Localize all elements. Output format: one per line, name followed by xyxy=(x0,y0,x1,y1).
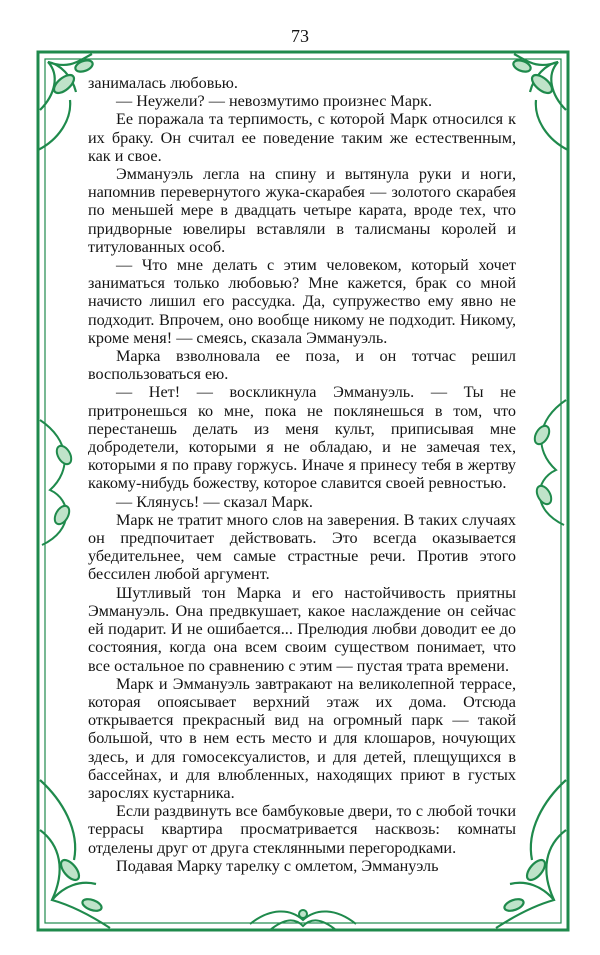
paragraph: Эммануэль легла на спину и вытянула руки и ноги, напомнив перевернутого жука-скарабея — золотого скарабея по меньшей мере в двадцать четыре карата, вроде тех, что придворные ювелиры вставляли в талисманы королей и титулованных особ. xyxy=(88,165,516,256)
paragraph: — Неужели? — невозмутимо произнес Марк. xyxy=(116,92,433,111)
paragraph: — Что мне делать с этим человеком, который хочет заниматься только любовью? Мне кажется, брак со мной начисто лишил его рассудка. Да, супружество ему явно не подходит. Впрочем, оно вообще никому не подходит. Никому, кроме меня! — смеясь, сказала Эммануэль. xyxy=(88,256,516,347)
paragraph: Марк не тратит много слов на заверения. В таких случаях он предпочитает действовать. Это всегда оказывается убедительнее, чем самые страстные речи. Против этого бессилен любой аргумент. xyxy=(88,510,516,584)
page-number: 73 xyxy=(291,26,309,46)
bottom-center-ornament xyxy=(250,910,356,930)
paragraph: Если раздвинуть все бамбуковые двери, то с любой точки террасы квартира просматривается насквозь: комнаты отделены друг от друга стеклянными перегородками. xyxy=(88,802,516,857)
corner-ornament-top-right xyxy=(512,54,568,150)
paragraph: Ее поражала та терпимость, с которой Марк относился к их браку. Он считал ее поведение таким же естественным, как и свое. xyxy=(88,110,516,165)
corner-ornament-top-left xyxy=(38,54,94,150)
body-text xyxy=(88,74,516,875)
paragraph: занималась любовью. xyxy=(88,74,238,92)
paragraph: — Нет! — воскликнула Эммануэль. — Ты не притронешься ко мне, пока не поклянешься в том, что перестанешь делать из меня культ, приписывая мне добродетели, которыми я не обладаю, и не замечая тех, которыми я по праву горжусь. Иначе я принесу тебя в жертву какому-нибудь божеству, которое славится своей ревностью. xyxy=(88,383,516,493)
paragraph: Шутливый тон Марка и его настойчивость приятны Эммануэль. Она предвкушает, какое наслаждение он сейчас ей подарит. И не ошибается... Прелюдия любви доводит ее до состояния, когда она всем своим существом понимает, что все остальное по сравнению с этим — пустая трата времени. xyxy=(88,583,516,675)
paragraph: — Клянусь! — сказал Марк. xyxy=(116,492,313,511)
paragraph: Марка взволновала ее поза, и он тотчас решил воспользоваться ею. xyxy=(88,347,516,384)
paragraph: Подавая Марку тарелку с омлетом, Эммануэль xyxy=(116,856,439,875)
paragraph: Марк и Эммануэль завтракают на великолепной террасе, которая опоясывает верхний этаж их дома. Отсюда открывается прекрасный вид на огромный парк — такой большой, что в нем есть место и для клошаров, ночующих здесь, и для гомосексуалистов, и для детей, плещущихся в бассейнах, и для влюбленных, находящих приют в густых зарослях кустарника. xyxy=(88,674,516,802)
